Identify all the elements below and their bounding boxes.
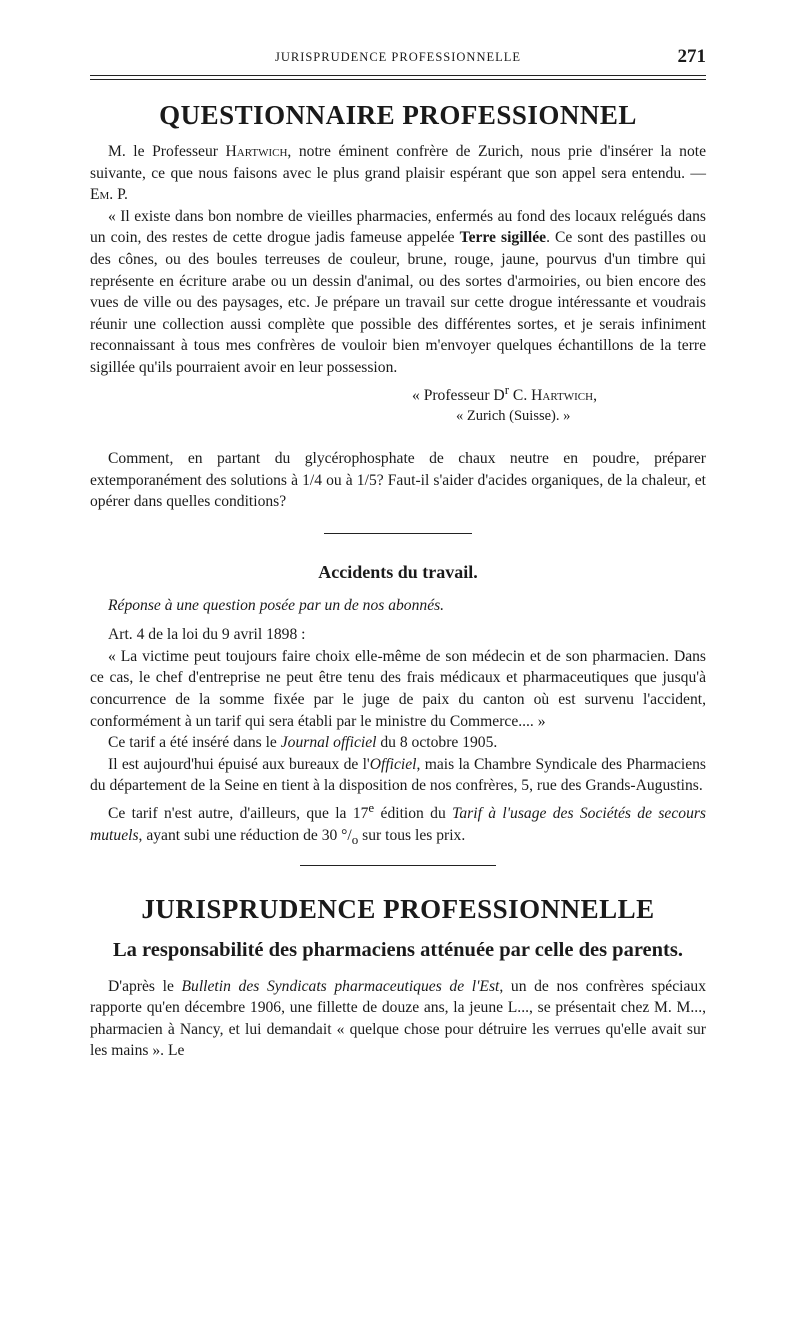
header-rule xyxy=(90,75,706,80)
quote-signature-place: « Zurich (Suisse). » xyxy=(456,408,571,425)
section-separator xyxy=(300,865,496,866)
page xyxy=(90,40,706,1062)
questionnaire-section xyxy=(90,100,706,513)
quote-signature: « Professeur $D^r$ C. Hartwich, xyxy=(412,381,597,404)
jurisprudence-title: JURISPRUDENCE PROFESSIONNELLE xyxy=(141,893,655,924)
page-number: 271 xyxy=(677,46,706,67)
author-name: Hartwich xyxy=(225,143,288,160)
accidents-subtitle: Réponse à une question posée par un de nos abonnés. xyxy=(108,596,445,614)
running-header xyxy=(90,40,706,70)
jurisprudence-subtitle: La responsabilité des pharmaciens atténuée par celle des parents. xyxy=(112,938,683,961)
glycerophosphate-question: Comment, en partant du glycérophosphate de chaux neutre en poudre, préparer extemporanément des solutions à 1/4 ou à 1/5? Faut-il s'aider d'acides organiques, de la chaleur, et opérer dans quelles conditions? xyxy=(90,449,706,511)
editor-signature: Em. P. xyxy=(90,186,128,204)
section-separator xyxy=(324,533,472,534)
running-title: JURISPRUDENCE PROFESSIONNELLE xyxy=(274,50,522,64)
jurisprudence-section xyxy=(90,894,706,1062)
questionnaire-title: QUESTIONNAIRE PROFESSIONNEL xyxy=(159,100,637,130)
tarif-edition-paragraph: Ce tarif n'est autre, d'ailleurs, que la 17e édition du Tarif à l'usage des Sociétés de secours mutuels, ayant subi une réduction de 30 $^\circ/_o$ sur tous les prix. xyxy=(90,800,706,847)
accidents-section xyxy=(90,562,706,851)
questionnaire-quote: « Il existe dans bon nombre de vieilles pharmacies, enfermés au fond des locaux relégués dans un coin, des restes de cette drogue jadis fameuse appelée Terre sigillée. Ce sont des pastilles ou des cônes, ou des boules terreuses de couleur, brune, rouge, jaune, pourvus d'un timbre qui représente en écriture arabe ou un dessin d'animal, ou des sortes d'armoiries, ou bien encore des vues de ville ou des paysages, etc. Je prépare un travail sur cette drogue intéressante et voudrais réunir une collection aussi complète que possible des différentes sortes, et je serais infiniment reconnaissant à tous mes confrères de vouloir bien m'envoyer quelques échantillons de la terre sigillée qu'ils pourraient avoir en leur possession. xyxy=(90,207,707,376)
article-reference: Art. 4 de la loi du 9 avril 1898 : xyxy=(108,626,306,644)
tarif-journal-paragraph: Ce tarif a été inséré dans le Journal officiel du 8 octobre 1905. xyxy=(108,734,498,752)
chambre-syndicale-paragraph: Il est aujourd'hui épuisé aux bureaux de l'Officiel, mais la Chambre Syndicale des Pharmaciens du département de la Seine en tient à la disposition de nos confrères, 5, rue des Grands-Augustins. xyxy=(90,755,706,795)
terre-sigillee-term: Terre sigillée xyxy=(459,229,547,247)
jurisprudence-paragraph: D'après le Bulletin des Syndicats pharmaceutiques de l'Est, un de nos confrères spéciaux rapporte qu'en décembre 1906, une fillette de douze ans, la jeune L..., se présentait chez M. M..., pharmacien à Nancy, et lui demandait « quelque chose pour détruire les verrues qu'elle avait sur les mains ». Le xyxy=(90,977,706,1060)
article-text: « La victime peut toujours faire choix elle-même de son médecin et de son pharmacien. Dans ce cas, le chef d'entreprise ne peut être tenu des frais médicaux et pharmaceutiques que jusqu'à concurrence de la somme fixée par le juge de paix du canton où est survenu l'accident, conformément à un tarif qui sera établi par le ministre du Commerce.... » xyxy=(90,647,706,730)
accidents-title: Accidents du travail. xyxy=(318,561,478,582)
questionnaire-intro: M. le Professeur Hartwich, notre éminent confrère de Zurich, nous prie d'insérer la note suivante, ce que nous faisons avec le plus grand plaisir espérant que son appel sera entendu. — Em. P. xyxy=(90,143,706,204)
